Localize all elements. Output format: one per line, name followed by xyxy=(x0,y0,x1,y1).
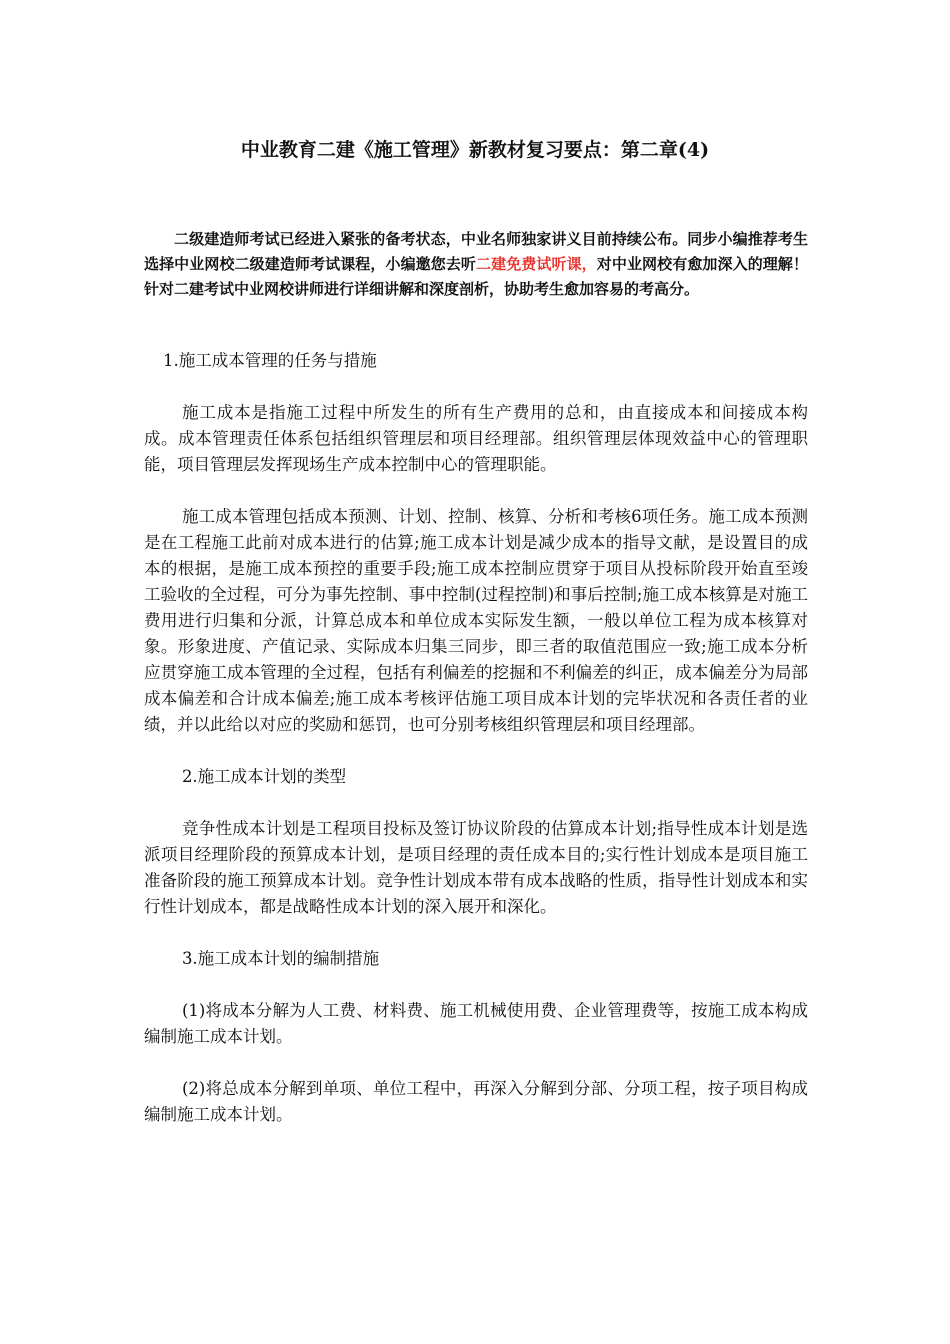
section-heading-1: 1.施工成本管理的任务与措施 xyxy=(162,351,377,370)
body-paragraph-1: 施工成本是指施工过程中所发生的所有生产费用的总和，由直接成本和间接成本构成。成本管理责任体系包括组织管理层和项目经理部。组织管理层体现效益中心的管理职能，项目管理层发挥现场生产成本控制中心的管理职能。 xyxy=(144,403,808,474)
section-heading-2: 2.施工成本计划的类型 xyxy=(181,767,347,786)
list-item-1: (1)将成本分解为人工费、材料费、施工机械使用费、企业管理费等，按施工成本构成编制施工成本计划。 xyxy=(144,1001,808,1046)
document-title: 中业教育二建《施工管理》新教材复习要点：第二章(4) xyxy=(240,139,710,161)
free-trial-link[interactable]: 二建免费试听课， xyxy=(476,255,597,273)
intro-text-after: 对中业网校有愈加深入的理解！针对二建考试中业网校讲师进行详细讲解和深度剖析，协助考生愈加容易的考高分。 xyxy=(144,255,808,298)
intro-paragraph xyxy=(144,227,808,302)
list-item-2: (2)将总成本分解到单项、单位工程中，再深入分解到分部、分项工程，按子项目构成编制施工成本计划。 xyxy=(144,1079,808,1124)
body-paragraph-2: 施工成本管理包括成本预测、计划、控制、核算、分析和考核6项任务。施工成本预测是在工程施工此前对成本进行的估算;施工成本计划是减少成本的指导文献，是设置目的成本的根据，是施工成本预控的重要手段;施工成本控制应贯穿于项目从投标阶段开始直至竣工验收的全过程，可分为事先控制、事中控制(过程控制)和事后控制;施工成本核算是对施工费用进行归集和分派，计算总成本和单位成本实际发生额，一般以单位工程为成本核算对象。形象进度、产值记录、实际成本归集三同步，即三者的取值范围应一致;施工成本分析应贯穿施工成本管理的全过程，包括有利偏差的挖掘和不利偏差的纠正，成本偏差分为局部成本偏差和合计成本偏差;施工成本考核评估施工项目成本计划的完毕状况和各责任者的业绩，并以此给以对应的奖励和惩罚，也可分别考核组织管理层和项目经理部。 xyxy=(144,507,808,734)
section-heading-3: 3.施工成本计划的编制措施 xyxy=(181,949,380,968)
intro-text-before: 二级建造师考试已经进入紧张的备考状态，中业名师独家讲义目前持续公布。同步小编推荐考生选择中业网校二级建造师考试课程，小编邀您去听 xyxy=(144,230,808,273)
document-body xyxy=(144,348,808,1154)
body-paragraph-3: 竞争性成本计划是工程项目投标及签订协议阶段的估算成本计划;指导性成本计划是选派项目经理阶段的预算成本计划，是项目经理的责任成本目的;实行性计划成本是项目施工准备阶段的施工预算成本计划。竞争性计划成本带有成本战略的性质，指导性计划成本和实行性计划成本，都是战略性成本计划的深入展开和深化。 xyxy=(144,819,808,916)
